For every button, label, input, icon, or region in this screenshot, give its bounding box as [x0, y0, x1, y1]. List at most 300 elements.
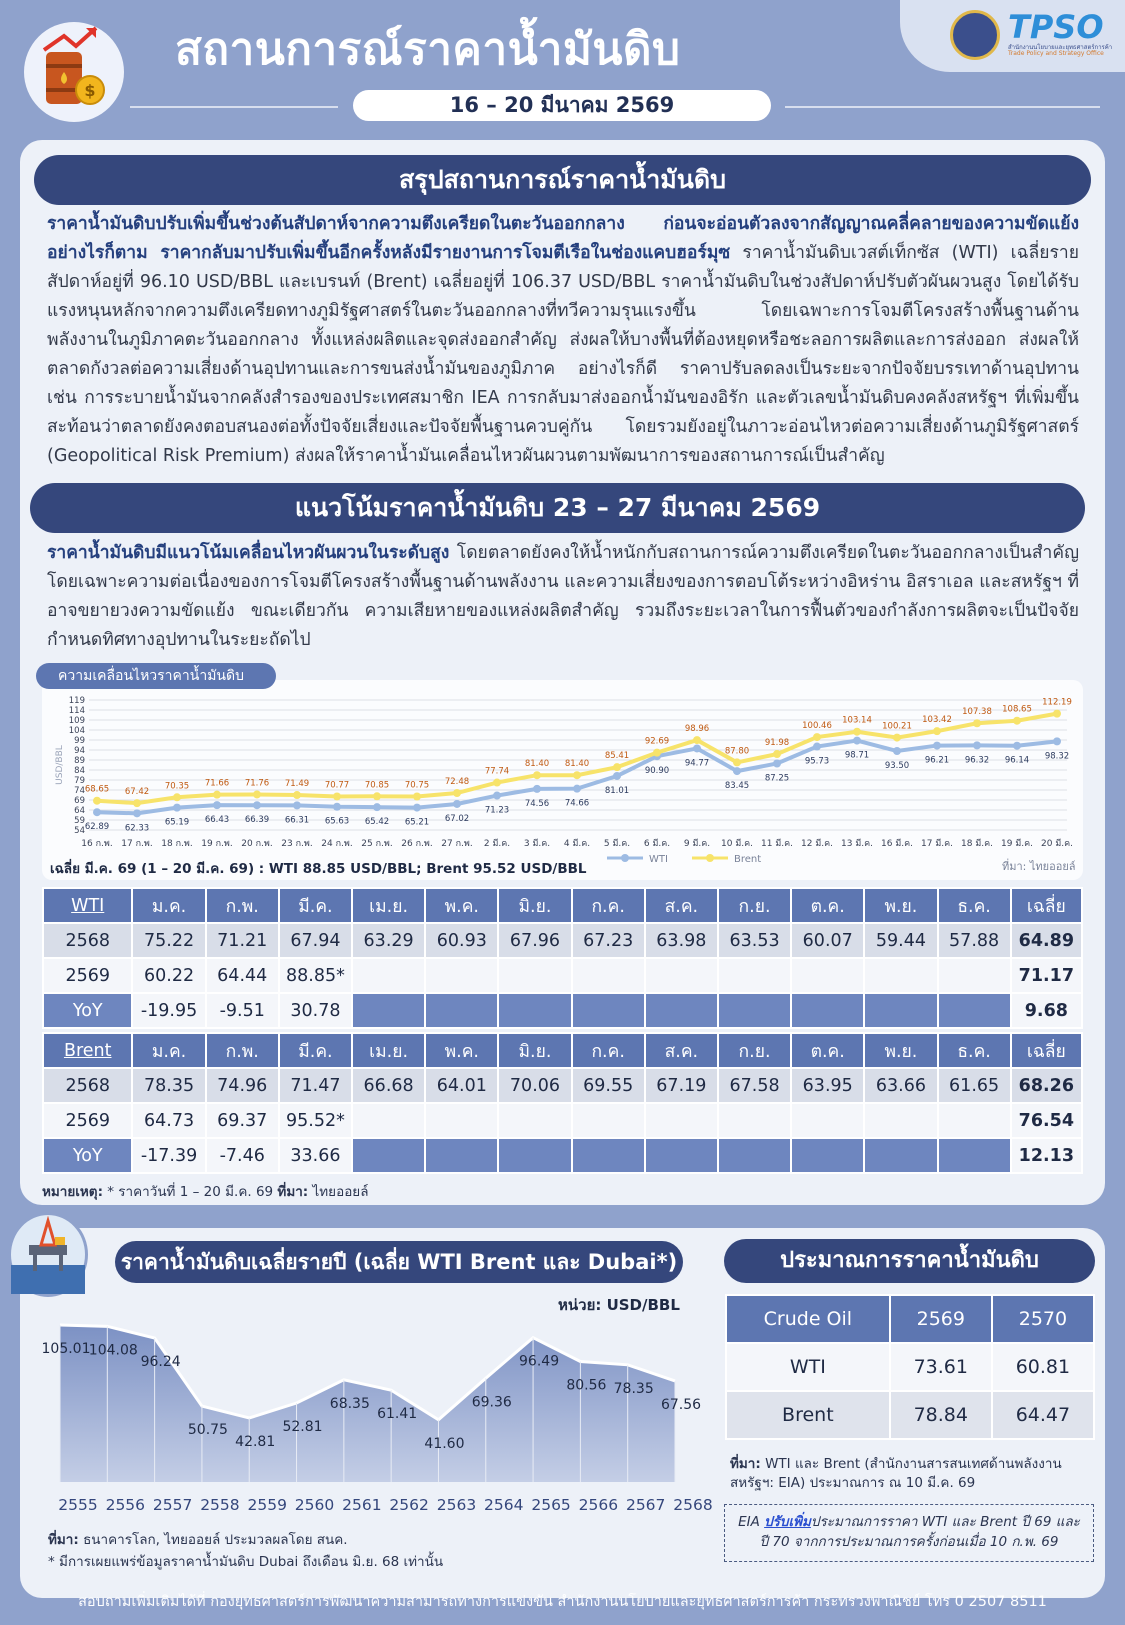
- table-cell: 78.84: [890, 1391, 992, 1439]
- table-note-text: * ราคาวันที่ 1 – 20 มี.ค. 69: [102, 1184, 278, 1200]
- x-tick-label: 24 ก.พ.: [321, 839, 353, 849]
- y-tick-label: 74: [74, 786, 85, 796]
- table-cell: [938, 993, 1011, 1028]
- x-tick-label: 2568: [673, 1496, 713, 1514]
- table-cell: 61.65: [938, 1068, 1011, 1103]
- table-cell: 73.61: [890, 1343, 992, 1391]
- table-cell: [791, 958, 864, 993]
- table-cell: 78.35: [132, 1068, 205, 1103]
- data-point-brent: [333, 792, 341, 800]
- wti-col-header: พ.ค.: [425, 888, 498, 923]
- date-range: 16 – 20 มีนาคม 2569: [353, 90, 771, 121]
- data-label: 61.41: [377, 1406, 418, 1423]
- x-tick-label: 2562: [389, 1496, 429, 1514]
- data-label-wti: 65.63: [324, 816, 350, 827]
- data-label: 50.75: [187, 1422, 228, 1439]
- data-point-wti: [613, 772, 621, 780]
- brent-col-header: ก.พ.: [206, 1033, 279, 1068]
- data-label-brent: 98.96: [684, 724, 710, 735]
- table-cell: 63.98: [645, 923, 718, 958]
- trend-body: โดยตลาดยังคงให้น้ำหนักกับสถานการณ์ความตึงเครียดในตะวันออกกลางเป็นสำคัญ โดยเฉพาะความต่อเนื่องของการโจมตีโครงสร้างพื้นฐานด้านพลังงาน และความเสี่ยงของการตอบโต้ระหว่างอิหร่าน อิสราเอล และสหรัฐฯ ที่อาจขยายวงความขัดแย้ง ขณะเดียวกัน ความเสียหายของแหล่งผลิตสำคัญ รวมถึงระยะเวลาในการฟื้นตัวของกำลังการผลิตจะเป็นปัจจัยกำหนดทิศทางอุปทานในระยะถัดไป: [47, 543, 1079, 650]
- x-tick-label: 9 มี.ค.: [683, 839, 711, 849]
- x-tick-label: 2557: [152, 1496, 193, 1514]
- data-label-wti: 87.25: [764, 773, 790, 784]
- table-cell: [572, 1138, 645, 1173]
- data-label-wti: 83.45: [724, 781, 750, 792]
- data-label: 78.35: [613, 1380, 654, 1397]
- table-cell: 60.22: [132, 958, 205, 993]
- y-tick-label: 114: [68, 706, 85, 716]
- data-label-brent: 67.42: [124, 787, 150, 798]
- table-cell: 63.95: [791, 1068, 864, 1103]
- data-label: 69.36: [471, 1394, 512, 1411]
- table-cell: [718, 1138, 791, 1173]
- table-cell: 76.54: [1011, 1103, 1082, 1138]
- data-label-brent: 72.48: [444, 777, 470, 788]
- table-cell: 68.26: [1011, 1068, 1082, 1103]
- brent-col-header: ต.ค.: [791, 1033, 864, 1068]
- data-label-brent: 81.40: [524, 759, 550, 770]
- table-cell: -17.39: [132, 1138, 205, 1173]
- data-label: 105.01: [41, 1340, 91, 1357]
- table-cell: [718, 958, 791, 993]
- table-row: [726, 1391, 1094, 1439]
- table-cell: [425, 1138, 498, 1173]
- table-cell: 74.96: [206, 1068, 279, 1103]
- x-tick-label: 11 มี.ค.: [761, 839, 793, 849]
- row-label: 2568: [43, 1068, 132, 1103]
- data-label: 68.35: [329, 1395, 370, 1412]
- row-label: Brent: [726, 1391, 890, 1439]
- data-label-brent: 103.42: [922, 715, 952, 726]
- table-cell: -7.46: [206, 1138, 279, 1173]
- x-tick-label: 10 มี.ค.: [721, 839, 753, 849]
- x-tick-label: 13 มี.ค.: [841, 839, 873, 849]
- table-row: [43, 1103, 1082, 1138]
- table-cell: [352, 1138, 425, 1173]
- data-point-brent: [853, 728, 861, 736]
- data-label-wti: 62.33: [124, 823, 150, 834]
- x-tick-label: 6 มี.ค.: [643, 839, 671, 849]
- table-cell: 63.29: [352, 923, 425, 958]
- table-cell: [718, 993, 791, 1028]
- forecast-source-text: WTI และ Brent (สำนักงานสารสนเทศด้านพลังงานสหรัฐฯ: EIA) ประมาณการ ณ 10 มี.ค. 69: [730, 1456, 1062, 1491]
- brent-col-header: มิ.ย.: [498, 1033, 571, 1068]
- trend-paragraph: [47, 539, 1079, 655]
- table-cell: 71.21: [206, 923, 279, 958]
- table-cell: [352, 958, 425, 993]
- movement-chart-tab[interactable]: ความเคลื่อนไหวราคาน้ำมันดิบ: [36, 663, 276, 689]
- data-label-wti: 96.14: [1004, 755, 1030, 766]
- data-label: 67.56: [660, 1396, 702, 1413]
- data-label-wti: 96.21: [924, 755, 950, 766]
- forecast-col-header: Crude Oil: [726, 1295, 890, 1343]
- data-point-wti: [733, 767, 741, 775]
- header-divider-right: [785, 106, 1100, 108]
- x-tick-label: 2556: [105, 1496, 146, 1514]
- table-cell: [791, 993, 864, 1028]
- wti-col-header: พ.ย.: [864, 888, 937, 923]
- data-label-wti: 65.21: [404, 817, 430, 828]
- table-cell: 64.73: [132, 1103, 205, 1138]
- x-tick-label: 26 ก.พ.: [401, 839, 433, 849]
- x-tick-label: 2563: [436, 1496, 477, 1514]
- table-cell: [498, 958, 571, 993]
- x-tick-label: 23 ก.พ.: [281, 839, 313, 849]
- data-label-brent: 71.66: [204, 778, 230, 789]
- forecast-table: [725, 1294, 1095, 1440]
- data-label-brent: 85.41: [604, 751, 630, 762]
- data-label-wti: 90.90: [644, 766, 670, 777]
- annual-source-label: ที่มา:: [48, 1532, 79, 1548]
- table-row: [43, 923, 1082, 958]
- forecast-heading: ประมาณการราคาน้ำมันดิบ: [724, 1239, 1095, 1283]
- forecast-source: [730, 1455, 1090, 1493]
- table-cell: [791, 1103, 864, 1138]
- data-point-wti: [893, 747, 901, 755]
- trend-lead: ราคาน้ำมันดิบมีแนวโน้มเคลื่อนไหวผันผวนในระดับสูง: [47, 543, 450, 563]
- y-tick-label: 69: [74, 796, 85, 806]
- data-label: 41.60: [424, 1435, 465, 1452]
- table-cell: [572, 958, 645, 993]
- table-cell: [572, 993, 645, 1028]
- brent-col-header: ส.ค.: [645, 1033, 718, 1068]
- brent-col-header: พ.ค.: [425, 1033, 498, 1068]
- data-point-brent: [1013, 717, 1021, 725]
- data-label: 52.81: [282, 1419, 323, 1436]
- data-point-brent: [493, 779, 501, 787]
- eia-note-post: ประมาณการราคา WTI และ Brent ปี 69 และปี 70 จากการประมาณการครั้งก่อนเมื่อ 10 ก.พ. 69: [759, 1514, 1080, 1550]
- data-point-brent: [973, 719, 981, 727]
- data-label-brent: 112.19: [1042, 697, 1072, 708]
- data-label-wti: 96.32: [964, 755, 990, 766]
- data-label-brent: 108.65: [1002, 704, 1032, 715]
- brent-table-title[interactable]: Brent: [43, 1033, 132, 1068]
- data-label-wti: 71.23: [484, 805, 510, 816]
- data-point-brent: [453, 789, 461, 797]
- y-tick-label: 94: [74, 746, 85, 756]
- row-label: YoY: [43, 993, 132, 1028]
- table-cell: [498, 1103, 571, 1138]
- data-point-wti: [133, 809, 141, 817]
- data-point-wti: [413, 804, 421, 812]
- movement-source: ที่มา: ไทยออยล์: [1002, 860, 1076, 873]
- data-label-wti: 66.43: [204, 815, 230, 826]
- eia-note-box: [724, 1504, 1094, 1562]
- y-tick-label: 79: [74, 776, 85, 786]
- data-label-wti: 62.89: [84, 822, 110, 833]
- brent-col-header: ธ.ค.: [938, 1033, 1011, 1068]
- data-label-brent: 103.14: [842, 715, 872, 726]
- table-cell: 66.68: [352, 1068, 425, 1103]
- data-point-brent: [613, 763, 621, 771]
- table-cell: [938, 1138, 1011, 1173]
- data-point-brent: [653, 749, 661, 757]
- data-point-wti: [573, 785, 581, 793]
- table-cell: 69.37: [206, 1103, 279, 1138]
- wti-monthly-table: [42, 887, 1083, 1029]
- data-point-wti: [213, 801, 221, 809]
- data-point-wti: [693, 744, 701, 752]
- data-label-wti: 93.50: [884, 761, 910, 771]
- data-label-wti: 74.56: [524, 798, 550, 809]
- data-point-wti: [853, 737, 861, 745]
- x-tick-label: 16 มี.ค.: [881, 839, 913, 849]
- table-cell: [864, 993, 937, 1028]
- x-tick-label: 17 ก.พ.: [121, 839, 153, 849]
- y-tick-label: 59: [74, 816, 85, 826]
- annual-source: [48, 1528, 348, 1550]
- data-label-brent: 81.40: [564, 759, 590, 770]
- x-tick-label: 25 ก.พ.: [361, 839, 393, 849]
- table-cell: 69.55: [572, 1068, 645, 1103]
- x-tick-label: 5 มี.ค.: [603, 839, 631, 849]
- eia-note-pre: EIA: [738, 1514, 765, 1530]
- x-tick-label: 19 มี.ค.: [1001, 839, 1033, 849]
- table-cell: 60.81: [992, 1343, 1094, 1391]
- data-label-brent: 70.75: [404, 780, 430, 791]
- data-point-brent: [893, 734, 901, 742]
- x-tick-label: 12 มี.ค.: [801, 839, 833, 849]
- x-tick-label: 2566: [578, 1496, 619, 1514]
- annual-area-chart: [30, 1310, 713, 1515]
- data-label: 80.56: [566, 1377, 607, 1394]
- table-cell: 88.85*: [279, 958, 352, 993]
- footer-contact: สอบถามเพิ่มเติมได้ที่ กองยุทธศาสตร์การพัฒนาความสามารถทางการแข่งขัน สำนักงานนโยบายและยุทธศาสตร์การค้า กระทรวงพาณิชย์ โทร 0 2507 8511: [78, 1594, 1047, 1610]
- table-cell: 71.47: [279, 1068, 352, 1103]
- wti-col-header: ส.ค.: [645, 888, 718, 923]
- table-row: [43, 993, 1082, 1028]
- table-cell: [425, 1103, 498, 1138]
- legend-marker-brent: [706, 854, 714, 862]
- table-cell: 71.17: [1011, 958, 1082, 993]
- data-point-brent: [533, 771, 541, 779]
- table-cell: -9.51: [206, 993, 279, 1028]
- table-cell: [645, 1103, 718, 1138]
- y-tick-label: 109: [68, 716, 85, 726]
- table-cell: 33.66: [279, 1138, 352, 1173]
- x-tick-label: 18 มี.ค.: [961, 839, 993, 849]
- data-point-wti: [533, 785, 541, 793]
- table-cell: 9.68: [1011, 993, 1082, 1028]
- x-tick-label: 27 ก.พ.: [441, 839, 473, 849]
- forecast-source-label: ที่มา:: [730, 1456, 761, 1472]
- forecast-col-header: 2569: [890, 1295, 992, 1343]
- table-cell: [864, 1103, 937, 1138]
- y-tick-label: 104: [68, 726, 85, 736]
- table-cell: 67.19: [645, 1068, 718, 1103]
- data-point-wti: [453, 800, 461, 808]
- data-label-wti: 95.73: [804, 756, 830, 767]
- x-tick-label: 20 ก.พ.: [241, 839, 273, 849]
- x-tick-label: 2561: [342, 1496, 382, 1514]
- wti-col-header: ก.ย.: [718, 888, 791, 923]
- data-point-wti: [333, 803, 341, 811]
- data-point-brent: [93, 797, 101, 805]
- table-cell: 67.94: [279, 923, 352, 958]
- ministry-seal-icon: [950, 10, 1000, 60]
- table-cell: 59.44: [864, 923, 937, 958]
- wti-table-title[interactable]: WTI: [43, 888, 132, 923]
- tpso-logo: TPSO: [1008, 8, 1104, 46]
- data-point-brent: [933, 727, 941, 735]
- table-cell: 60.07: [791, 923, 864, 958]
- data-point-wti: [933, 742, 941, 750]
- table-cell: 64.47: [992, 1391, 1094, 1439]
- x-tick-label: 2560: [294, 1496, 335, 1514]
- forecast-col-header: 2570: [992, 1295, 1094, 1343]
- summary-lead: ราคาน้ำมันดิบปรับเพิ่มขึ้นช่วงต้นสัปดาห์จากความตึงเครียดในตะวันออกกลาง ก่อนจะอ่อนตัวลงจากสัญญาณคลี่คลายของความขัดแย้ง อย่างไรก็ตาม ราคากลับมาปรับเพิ่มขึ้นอีกครั้งหลังมีรายงานการโจมตีเรือในช่องแคบฮอร์มุซ: [47, 214, 1079, 263]
- table-cell: [938, 1103, 1011, 1138]
- wti-col-header: ม.ค.: [132, 888, 205, 923]
- data-point-wti: [973, 741, 981, 749]
- data-label-brent: 91.98: [764, 738, 790, 749]
- brent-col-header: ม.ค.: [132, 1033, 205, 1068]
- brent-col-header: ก.ค.: [572, 1033, 645, 1068]
- table-row: [43, 1068, 1082, 1103]
- table-cell: [498, 993, 571, 1028]
- table-note-label: หมายเหตุ:: [42, 1184, 103, 1200]
- x-tick-label: 20 มี.ค.: [1041, 839, 1073, 849]
- table-cell: 63.53: [718, 923, 791, 958]
- x-tick-label: 2 มี.ค.: [483, 839, 511, 849]
- table-row: [43, 1138, 1082, 1173]
- data-label-wti: 98.32: [1044, 751, 1070, 762]
- table-cell: [864, 958, 937, 993]
- brent-monthly-table: [42, 1032, 1083, 1174]
- brent-col-header: เม.ย.: [352, 1033, 425, 1068]
- table-cell: [425, 958, 498, 993]
- data-point-wti: [813, 743, 821, 751]
- data-label-brent: 87.80: [724, 746, 750, 757]
- oil-barrel-icon: [24, 22, 124, 122]
- tpso-subtitle: สำนักงานนโยบายและยุทธศาสตร์การค้า: [1008, 44, 1113, 51]
- annual-source-text: ธนาคารโลก, ไทยออยล์ ประมวลผลโดย สนค.: [78, 1532, 348, 1548]
- x-tick-label: 4 มี.ค.: [563, 839, 591, 849]
- y-axis-label: USD/BBL: [55, 745, 65, 785]
- data-point-wti: [773, 760, 781, 768]
- table-cell: 67.96: [498, 923, 571, 958]
- oil-rig-icon: [8, 1212, 88, 1297]
- data-label-brent: 92.69: [644, 736, 670, 747]
- table-note: [42, 1180, 369, 1202]
- data-point-wti: [173, 804, 181, 812]
- x-tick-label: 3 มี.ค.: [523, 839, 551, 849]
- data-label: 104.08: [88, 1342, 138, 1359]
- x-tick-label: 19 ก.พ.: [201, 839, 233, 849]
- wti-col-header: ธ.ค.: [938, 888, 1011, 923]
- legend-label-brent: Brent: [734, 854, 762, 865]
- table-source-text: ไทยออยล์: [308, 1184, 369, 1200]
- summary-paragraph: [47, 210, 1079, 471]
- data-point-wti: [93, 808, 101, 816]
- svg-text:$: $: [84, 81, 96, 100]
- data-point-brent: [133, 799, 141, 807]
- data-label: 42.81: [235, 1433, 276, 1450]
- trend-heading: แนวโน้มราคาน้ำมันดิบ 23 – 27 มีนาคม 2569: [30, 483, 1085, 533]
- row-label: 2569: [43, 958, 132, 993]
- data-label-wti: 65.19: [164, 817, 190, 828]
- data-label-wti: 67.02: [444, 813, 470, 824]
- data-label-brent: 100.21: [882, 721, 912, 732]
- row-label: WTI: [726, 1343, 890, 1391]
- table-cell: -19.95: [132, 993, 205, 1028]
- data-point-brent: [413, 793, 421, 801]
- y-tick-label: 64: [74, 806, 85, 816]
- table-cell: 30.78: [279, 993, 352, 1028]
- table-cell: 57.88: [938, 923, 1011, 958]
- movement-chart: [42, 690, 1083, 870]
- data-point-brent: [693, 736, 701, 744]
- x-tick-label: 18 ก.พ.: [161, 839, 193, 849]
- row-label: 2568: [43, 923, 132, 958]
- table-cell: [572, 1103, 645, 1138]
- wti-col-header: ต.ค.: [791, 888, 864, 923]
- summary-body: ราคาน้ำมันดิบเวสต์เท็กซัส (WTI) เฉลี่ยรายสัปดาห์อยู่ที่ 96.10 USD/BBL และเบรนท์ (Brent) เฉลี่ยอยู่ที่ 106.37 USD/BBL ราคาน้ำมันดิบในช่วงสัปดาห์ปรับตัวผันผวนสูง โดยได้รับแรงหนุนหลักจากความตึงเครียดทางภูมิรัฐศาสตร์ในตะวันออกกลางที่ทวีความรุนแรงขึ้น โดยเฉพาะการโจมตีโครงสร้างพื้นฐานด้านพลังงานในภูมิภาคตะวันออกกลาง ทั้งแหล่งผลิตและจุดส่งออกสำคัญ ส่งผลให้บางพื้นที่ต้องหยุดหรือชะลอการผลิตและการส่งออก ส่งผลให้ตลาดกังวลต่อความเสี่ยงด้านอุปทานและการขนส่งน้ำมันของภูมิภาค อย่างไรก็ดี ราคาปรับลดลงเป็นระยะจากปัจจัยบรรเทาด้านอุปทาน เช่น การระบายน้ำมันจากคลังสำรองของประเทศสมาชิก IEA การกลับมาส่งออกน้ำมันของอิรัก และตัวเลขน้ำมันดิบคงคลังสหรัฐฯ ที่เพิ่มขึ้น สะท้อนว่าตลาดยังคงตอบสนองต่อทั้งปัจจัยเสี่ยงและปัจจัยพื้นฐานควบคู่กัน โดยรวมยังอยู่ในภาวะอ่อนไหวต่อความเสี่ยงด้านภูมิรัฐศาสตร์ (Geopolitical Risk Premium) ส่งผลให้ราคาน้ำมันเคลื่อนไหวผันผวนตามพัฒนาการของสถานการณ์เป็นสำคัญ: [47, 243, 1079, 466]
- x-tick-label: 2567: [625, 1496, 666, 1514]
- data-point-wti: [373, 803, 381, 811]
- brent-col-header: พ.ย.: [864, 1033, 937, 1068]
- table-cell: 60.93: [425, 923, 498, 958]
- table-cell: 64.89: [1011, 923, 1082, 958]
- header-divider-left: [130, 106, 338, 108]
- data-point-brent: [573, 771, 581, 779]
- row-label: YoY: [43, 1138, 132, 1173]
- wti-col-header: ก.พ.: [206, 888, 279, 923]
- wti-col-header: เม.ย.: [352, 888, 425, 923]
- table-cell: [791, 1138, 864, 1173]
- data-point-brent: [1053, 710, 1061, 718]
- brent-col-header: มี.ค.: [279, 1033, 352, 1068]
- data-point-wti: [293, 801, 301, 809]
- wti-col-header: เฉลี่ย: [1011, 888, 1082, 923]
- data-label-wti: 94.77: [684, 758, 710, 769]
- data-point-brent: [213, 791, 221, 799]
- data-point-brent: [773, 750, 781, 758]
- table-cell: 64.01: [425, 1068, 498, 1103]
- data-label-wti: 66.39: [244, 815, 270, 826]
- y-tick-label: 54: [74, 826, 85, 836]
- table-source-label: ที่มา:: [277, 1184, 309, 1200]
- annual-note: * มีการเผยแพร่ข้อมูลราคาน้ำมันดิบ Dubai ถึงเดือน มิ.ย. 68 เท่านั้น: [48, 1554, 444, 1570]
- x-tick-label: 2555: [58, 1496, 98, 1514]
- table-cell: [425, 993, 498, 1028]
- data-label-wti: 74.66: [564, 798, 590, 809]
- brent-col-header: ก.ย.: [718, 1033, 791, 1068]
- table-cell: [938, 958, 1011, 993]
- data-point-wti: [493, 792, 501, 800]
- data-label: 96.24: [140, 1354, 181, 1371]
- y-tick-label: 99: [74, 736, 85, 746]
- x-tick-label: 2559: [247, 1496, 287, 1514]
- data-label-wti: 81.01: [604, 785, 630, 796]
- data-label-wti: 98.71: [844, 750, 870, 761]
- wti-col-header: มี.ค.: [279, 888, 352, 923]
- data-label-wti: 66.31: [284, 815, 310, 826]
- y-tick-label: 119: [68, 696, 85, 706]
- data-point-brent: [253, 790, 261, 798]
- table-cell: [718, 1103, 791, 1138]
- data-point-brent: [813, 733, 821, 741]
- data-label-brent: 77.74: [484, 766, 510, 777]
- data-label-brent: 100.46: [802, 721, 832, 732]
- data-point-wti: [1013, 742, 1021, 750]
- data-point-brent: [733, 758, 741, 766]
- data-point-brent: [293, 791, 301, 799]
- tpso-subtitle-en: Trade Policy and Strategy Office: [1008, 50, 1104, 57]
- table-cell: [352, 1103, 425, 1138]
- table-cell: 12.13: [1011, 1138, 1082, 1173]
